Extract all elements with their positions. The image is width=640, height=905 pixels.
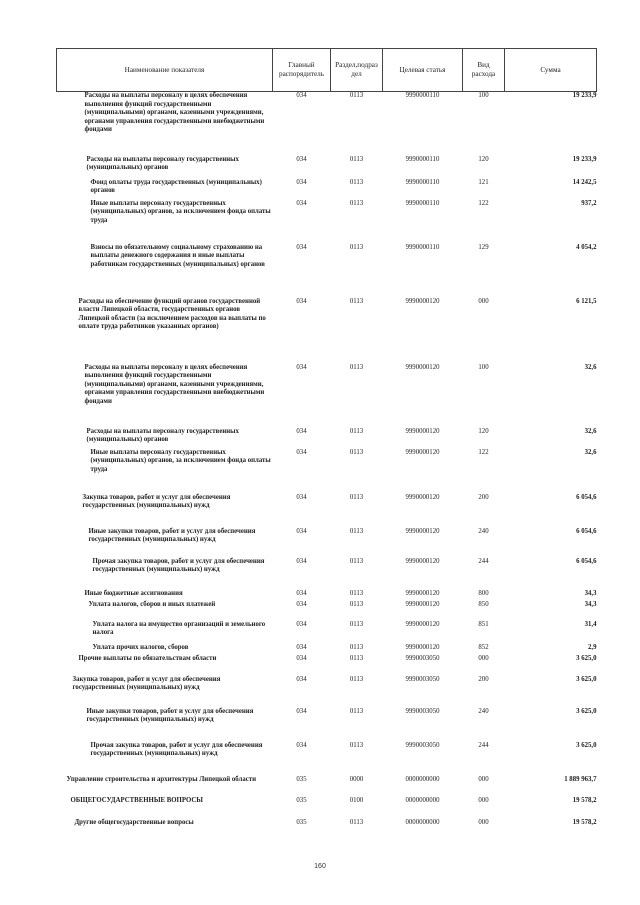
table-row: [57, 528, 597, 558]
row-sum: 34,3: [584, 600, 597, 608]
row-type: 000: [478, 297, 489, 305]
row-article: 9990000110: [405, 155, 440, 163]
table-row: [57, 742, 597, 776]
row-sum: 3 625,0: [576, 741, 597, 749]
row-type: 200: [478, 493, 489, 501]
row-admin: 034: [296, 600, 307, 608]
row-section: 0113: [349, 363, 364, 371]
header-sum: Сумма: [505, 49, 597, 92]
row-type: 100: [478, 363, 489, 371]
row-admin: 035: [296, 818, 307, 826]
row-type: 850: [478, 600, 489, 608]
row-admin: 034: [296, 557, 307, 565]
table-row: [57, 590, 597, 601]
row-admin: 034: [296, 178, 307, 186]
row-sum: 32,6: [584, 448, 597, 456]
row-article: 0000000000: [405, 796, 440, 804]
row-sum: 3 625,0: [576, 654, 597, 662]
row-type: 240: [478, 707, 489, 715]
header-name: Наименование показателя: [57, 49, 273, 92]
row-name: Расходы на выплаты персоналу государственных (муниципальных) органов: [86, 155, 239, 172]
table-row: [57, 601, 597, 621]
row-sum: 3 625,0: [576, 707, 597, 715]
row-name: Расходы на обеспечение функций органов государственной власти Липецкой области, государственных органов Липецкой области (за исключением расходов на выплаты по оплате труда работников указанных органов): [78, 297, 266, 331]
row-article: 9990003050: [405, 654, 440, 662]
row-article: 0000000000: [405, 818, 440, 826]
row-article: 9990000120: [405, 427, 440, 435]
row-sum: 3 625,0: [576, 675, 597, 683]
row-name: Прочая закупка товаров, работ и услуг для обеспечения государственных (муниципальных) нужд: [90, 741, 263, 758]
row-section: 0113: [349, 297, 364, 305]
row-section: 0000: [349, 775, 364, 783]
row-section: 0113: [349, 92, 364, 99]
row-name: Закупка товаров, работ и услуг для обеспечения государственных (муниципальных) нужд: [72, 675, 221, 692]
row-sum: 6 054,6: [576, 493, 597, 501]
table-row: [57, 298, 597, 364]
row-sum: 6 121,5: [576, 297, 597, 305]
row-admin: 034: [296, 427, 307, 435]
row-type: 851: [478, 620, 489, 628]
row-article: 9990000120: [405, 493, 440, 501]
row-sum: 34,3: [584, 589, 597, 597]
row-name: Уплата налогов, сборов и иных платежей: [88, 600, 216, 608]
table-row: [57, 819, 597, 833]
row-sum: 19 578,2: [572, 796, 597, 804]
budget-table: [56, 48, 597, 833]
row-article: 0000000000: [405, 775, 440, 783]
row-admin: 034: [296, 493, 307, 501]
row-type: 000: [478, 654, 489, 662]
row-type: 240: [478, 527, 489, 535]
row-name: Расходы на выплаты персоналу в целях обеспечения выполнения функций государственными (муниципальными) органами, казенными учреждениями, органами управления государственными внебюджетными фондами: [84, 363, 265, 405]
row-type: 000: [478, 775, 489, 783]
row-name: Иные бюджетные ассигнования: [84, 589, 183, 597]
row-type: 122: [478, 199, 489, 207]
row-article: 9990000120: [405, 527, 440, 535]
row-sum: 19 233,9: [572, 155, 597, 163]
row-admin: 035: [296, 775, 307, 783]
row-name: Фонд оплаты труда государственных (муниципальных) органов: [90, 178, 262, 195]
row-sum: 4 054,2: [576, 243, 597, 251]
row-name: Расходы на выплаты персоналу государственных (муниципальных) органов: [86, 427, 239, 444]
row-type: 800: [478, 589, 489, 597]
row-section: 0113: [349, 178, 364, 186]
row-type: 200: [478, 675, 489, 683]
row-name: Управление строительства и архитектуры Липецкой области: [66, 775, 256, 783]
row-name: Иные закупки товаров, работ и услуг для обеспечения государственных (муниципальных) нужд: [86, 707, 254, 724]
row-article: 9990000120: [405, 557, 440, 565]
table-row: [57, 558, 597, 590]
row-name: Прочие выплаты по обязательствам области: [78, 654, 217, 662]
row-type: 122: [478, 448, 489, 456]
row-sum: 31,4: [584, 620, 597, 628]
row-type: 852: [478, 643, 489, 651]
row-article: 9990000120: [405, 297, 440, 305]
row-article: 9990000110: [405, 92, 440, 99]
row-section: 0113: [349, 654, 364, 662]
table-row: [57, 776, 597, 797]
row-sum: 6 054,6: [576, 557, 597, 565]
row-admin: 034: [296, 741, 307, 749]
row-name: Закупка товаров, работ и услуг для обеспечения государственных (муниципальных) нужд: [82, 493, 231, 510]
row-admin: 034: [296, 92, 307, 99]
row-type: 244: [478, 741, 489, 749]
row-name: Уплата прочих налогов, сборов: [92, 643, 189, 651]
table-row: [57, 655, 597, 676]
row-admin: 034: [296, 363, 307, 371]
row-admin: 034: [296, 620, 307, 628]
row-admin: 034: [296, 654, 307, 662]
table-row: [57, 676, 597, 708]
row-sum: 19 233,9: [572, 92, 597, 99]
row-section: 0113: [349, 493, 364, 501]
row-section: 0100: [349, 796, 364, 804]
table-row: [57, 244, 597, 298]
table-row: [57, 449, 597, 494]
table-row: [57, 364, 597, 428]
header-type: Вид расхода: [463, 49, 505, 92]
table-body: [57, 92, 597, 833]
row-type: 129: [478, 243, 489, 251]
table-row: [57, 200, 597, 244]
row-admin: 034: [296, 155, 307, 163]
row-sum: 14 242,5: [572, 178, 597, 186]
row-section: 0113: [349, 589, 364, 597]
table-row: [57, 494, 597, 528]
row-admin: 034: [296, 243, 307, 251]
row-name: Взносы по обязательному социальному страхованию на выплаты денежного содержания и иные выплаты работникам государственных (муниципальных) органов: [90, 243, 265, 268]
table-row: [57, 621, 597, 644]
row-article: 9990000120: [405, 600, 440, 608]
header-admin: Главный распорядитель: [273, 49, 331, 92]
row-name: Иные выплаты персоналу государственных (муниципальных) органов, за исключением фонда оплаты труда: [90, 199, 271, 224]
row-sum: 19 578,2: [572, 818, 597, 826]
row-type: 100: [478, 92, 489, 99]
row-sum: 6 054,6: [576, 527, 597, 535]
row-article: 9990000120: [405, 363, 440, 371]
row-admin: 034: [296, 675, 307, 683]
row-sum: 1 889 963,7: [564, 775, 597, 783]
row-sum: 32,6: [584, 427, 597, 435]
row-sum: 937,2: [581, 199, 597, 207]
row-type: 120: [478, 155, 489, 163]
row-admin: 034: [296, 448, 307, 456]
table-row: [57, 797, 597, 819]
row-name: Расходы на выплаты персоналу в целях обеспечения выполнения функций государственными (муниципальными) органами, казенными учреждениями, органами управления государственными внебюджетными фондами: [84, 92, 265, 134]
row-name: Иные закупки товаров, работ и услуг для обеспечения государственных (муниципальных) нужд: [88, 527, 256, 544]
row-section: 0113: [349, 818, 364, 826]
row-admin: 034: [296, 527, 307, 535]
row-section: 0113: [349, 199, 364, 207]
row-section: 0113: [349, 155, 364, 163]
row-article: 9990000110: [405, 178, 440, 186]
row-admin: 034: [296, 643, 307, 651]
table-row: [57, 644, 597, 655]
row-sum: 2,9: [588, 643, 597, 651]
row-section: 0113: [349, 448, 364, 456]
row-admin: 034: [296, 199, 307, 207]
row-article: 9990000120: [405, 589, 440, 597]
row-article: 9990003050: [405, 675, 440, 683]
header-section: Раздел,подраз дел: [331, 49, 383, 92]
header-article: Целевая статья: [383, 49, 463, 92]
row-section: 0113: [349, 527, 364, 535]
row-admin: 034: [296, 297, 307, 305]
row-article: 9990003050: [405, 741, 440, 749]
row-article: 9990003050: [405, 707, 440, 715]
row-section: 0113: [349, 675, 364, 683]
row-name: Другие общегосударственные вопросы: [74, 818, 194, 826]
table-row: [57, 428, 597, 449]
row-type: 244: [478, 557, 489, 565]
row-name: Иные выплаты персоналу государственных (муниципальных) органов, за исключением фонда оплаты труда: [90, 448, 271, 473]
row-section: 0113: [349, 707, 364, 715]
table-row: [57, 708, 597, 742]
page-number: 160: [314, 863, 326, 870]
row-section: 0113: [349, 643, 364, 651]
row-type: 120: [478, 427, 489, 435]
row-name: Прочая закупка товаров, работ и услуг для обеспечения государственных (муниципальных) нужд: [92, 557, 265, 574]
row-type: 000: [478, 796, 489, 804]
row-section: 0113: [349, 557, 364, 565]
row-section: 0113: [349, 741, 364, 749]
table-row: [57, 179, 597, 200]
row-article: 9990000110: [405, 199, 440, 207]
row-article: 9990000110: [405, 243, 440, 251]
row-article: 9990000120: [405, 643, 440, 651]
table-header: [57, 49, 597, 92]
row-section: 0113: [349, 620, 364, 628]
row-type: 000: [478, 818, 489, 826]
table-row: [57, 156, 597, 179]
row-admin: 034: [296, 589, 307, 597]
row-admin: 034: [296, 707, 307, 715]
table-row: [57, 92, 597, 156]
row-name: Уплата налога на имущество организаций и земельного налога: [92, 620, 266, 637]
row-section: 0113: [349, 243, 364, 251]
row-type: 121: [478, 178, 489, 186]
row-article: 9990000120: [405, 620, 440, 628]
row-name: ОБЩЕГОСУДАРСТВЕННЫЕ ВОПРОСЫ: [70, 796, 203, 804]
row-section: 0113: [349, 427, 364, 435]
row-admin: 035: [296, 796, 307, 804]
row-sum: 32,6: [584, 363, 597, 371]
row-section: 0113: [349, 600, 364, 608]
row-article: 9990000120: [405, 448, 440, 456]
